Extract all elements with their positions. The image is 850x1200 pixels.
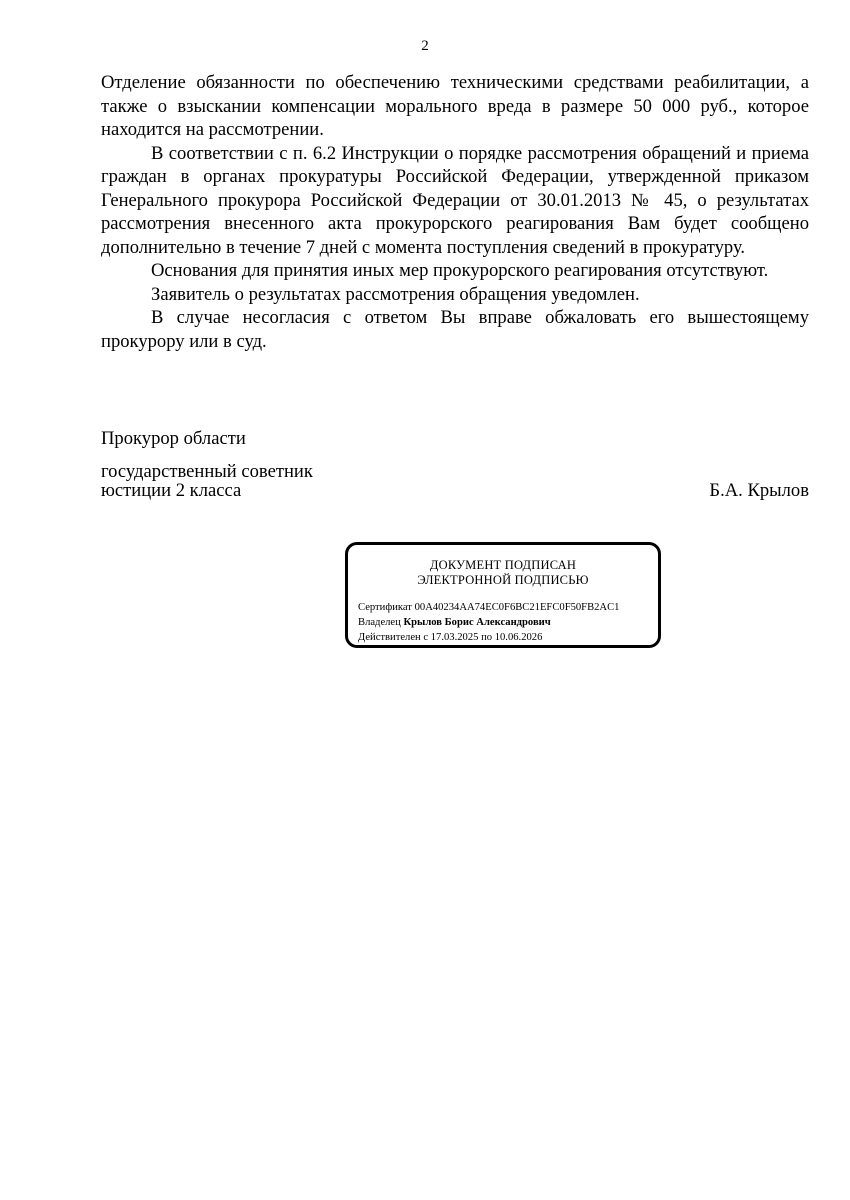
stamp-heading-line1: ДОКУМЕНТ ПОДПИСАН <box>429 558 577 572</box>
paragraph-applicant-notified: Заявитель о результатах рассмотрения обращения уведомлен. <box>151 283 640 305</box>
certificate-label: Сертификат <box>358 602 412 613</box>
signatory-title: Прокурор области <box>101 428 246 449</box>
letter-body <box>101 71 809 353</box>
paragraph-instruction-reference: В соответствии с п. 6.2 Инструкции о порядке рассмотрения обращений и приема граждан в органах прокуратуры Российской Федерации, утвержденной приказом Генерального прокурора Российской Федерации от 30.01.2013 № 45, о результатах рассмотрения внесенного акта прокурорского реагирования Вам будет сообщено дополнительно в течение 7 дней с момента поступления сведений в прокуратуру. <box>101 142 809 258</box>
signatory-rank-line2: юстиции 2 класса <box>101 480 242 501</box>
stamp-owner-row <box>358 615 619 630</box>
stamp-certificate-row <box>358 600 619 615</box>
paragraph-continuation: Отделение обязанности по обеспечению техническими средствами реабилитации, а также о взыскании компенсации морального вреда в размере 50 000 руб., которое находится на рассмотрении. <box>101 72 809 140</box>
valid-from-label: с <box>423 632 429 643</box>
valid-to-date: 10.06.2026 <box>494 632 543 643</box>
stamp-heading-line2: ЭЛЕКТРОННОЙ ПОДПИСЬЮ <box>417 573 589 587</box>
owner-value: Крылов Борис Александрович <box>403 617 551 628</box>
electronic-signature-stamp <box>345 542 661 648</box>
paragraph-no-other-measures: Основания для принятия иных мер прокурорского реагирования отсутствуют. <box>151 260 769 281</box>
signatory-name: Б.А. Крылов <box>709 480 809 501</box>
valid-to-label: по <box>481 632 493 643</box>
valid-from-date: 17.03.2025 <box>430 632 479 643</box>
paragraph-appeal-rights: В случае несогласия с ответом Вы вправе обжаловать его вышестоящему прокурору или в суд. <box>101 307 809 352</box>
stamp-validity-row <box>358 630 619 645</box>
page-number: 2 <box>421 38 429 54</box>
certificate-value: 00A40234AA74EC0F6BC21EFC0F50FB2AC1 <box>414 602 620 613</box>
owner-label: Владелец <box>358 617 401 628</box>
signatory-rank <box>101 462 313 500</box>
signatory-rank-line1: государственный советник <box>101 461 313 482</box>
stamp-details <box>358 600 619 645</box>
valid-label: Действителен <box>358 632 421 643</box>
stamp-heading <box>348 558 658 588</box>
